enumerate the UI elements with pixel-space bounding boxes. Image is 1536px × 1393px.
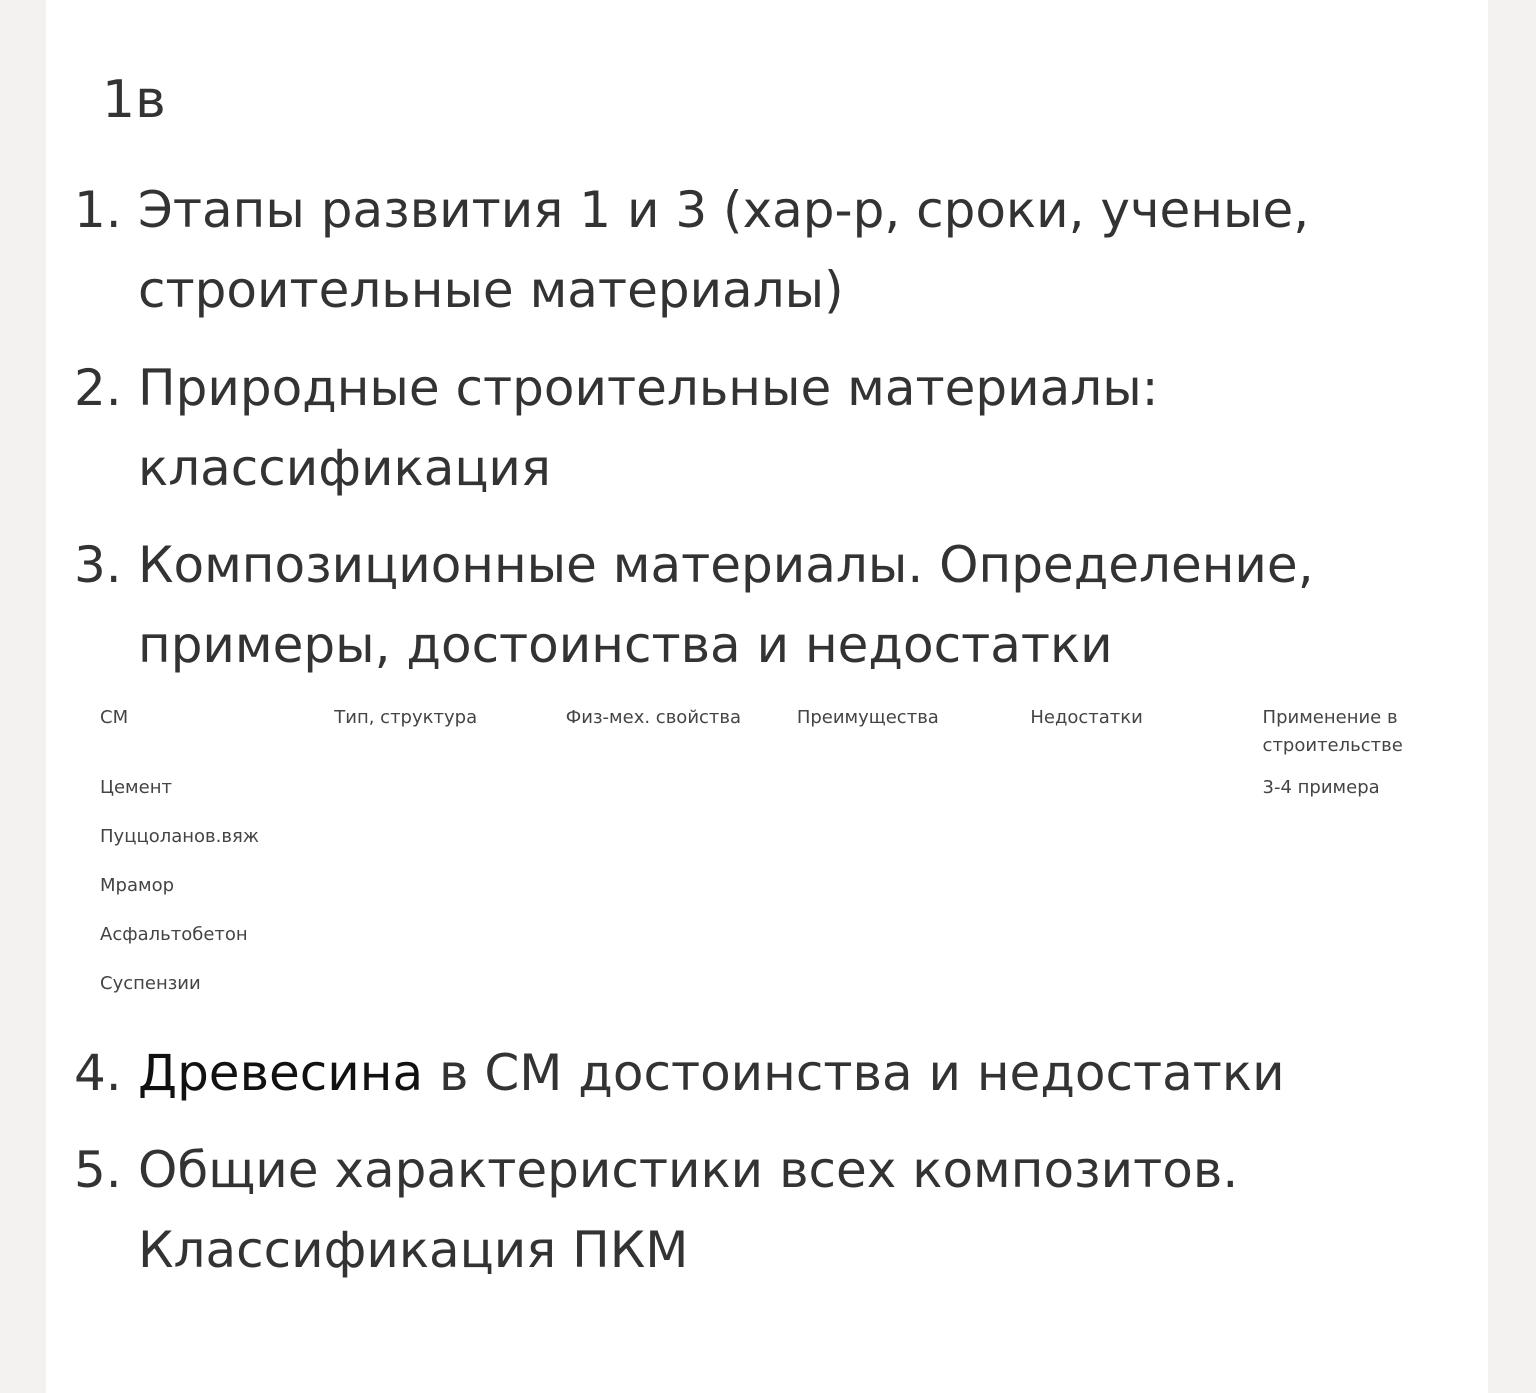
- table-header: Применение в строительстве: [1262, 707, 1403, 756]
- table-row: [92, 917, 1488, 966]
- list-text: Композиционные материалы. Определение, примеры, достоинства и недостатки: [138, 536, 1314, 674]
- list-number: 3.: [74, 536, 122, 594]
- table-header: СМ: [100, 707, 129, 728]
- list-text: Природные строительные материалы: классификация: [138, 359, 1159, 497]
- table-header: Физ-мех. свойства: [565, 707, 742, 728]
- list-text-wrap: [138, 1033, 1438, 1113]
- table-row: [92, 770, 1488, 819]
- table-cell: Мрамор: [100, 875, 175, 896]
- table-cell: Асфальтобетон: [100, 924, 248, 945]
- table-header: Тип, структура: [334, 707, 478, 728]
- list-number: 2.: [74, 359, 122, 417]
- table-header-row: [92, 700, 1488, 770]
- list-number: 1.: [74, 181, 122, 239]
- list-item: [74, 170, 1438, 330]
- table-cell: Цемент: [100, 777, 172, 798]
- list-item: [74, 1130, 1438, 1290]
- table-cell: Суспензии: [100, 973, 201, 994]
- list-number: 4.: [74, 1044, 122, 1102]
- list-text: в СМ достоинства и недостатки: [423, 1044, 1285, 1102]
- list-text: Этапы развития 1 и 3 (хар-р, сроки, ученые, строительные материалы): [138, 181, 1310, 319]
- table-cell: 3-4 примера: [1262, 777, 1380, 798]
- list-item: [74, 348, 1438, 508]
- table-row: [92, 868, 1488, 917]
- list-number: 5.: [74, 1141, 122, 1199]
- list-item: [74, 1033, 1438, 1113]
- document-title: 1в: [102, 70, 166, 130]
- list-text: Общие характеристики всех композитов. Классификация ПКМ: [138, 1141, 1239, 1279]
- document-page: [46, 0, 1488, 1393]
- table-row: [92, 966, 1488, 1015]
- table-row: [92, 819, 1488, 868]
- table-header: Преимущества: [796, 707, 939, 728]
- table-cell: Пуццоланов.вяж: [100, 826, 260, 847]
- table-header: Недостатки: [1030, 707, 1143, 728]
- materials-table: [92, 700, 1488, 1015]
- list-text-lead: Древесина: [138, 1044, 424, 1102]
- list-item: [74, 525, 1438, 685]
